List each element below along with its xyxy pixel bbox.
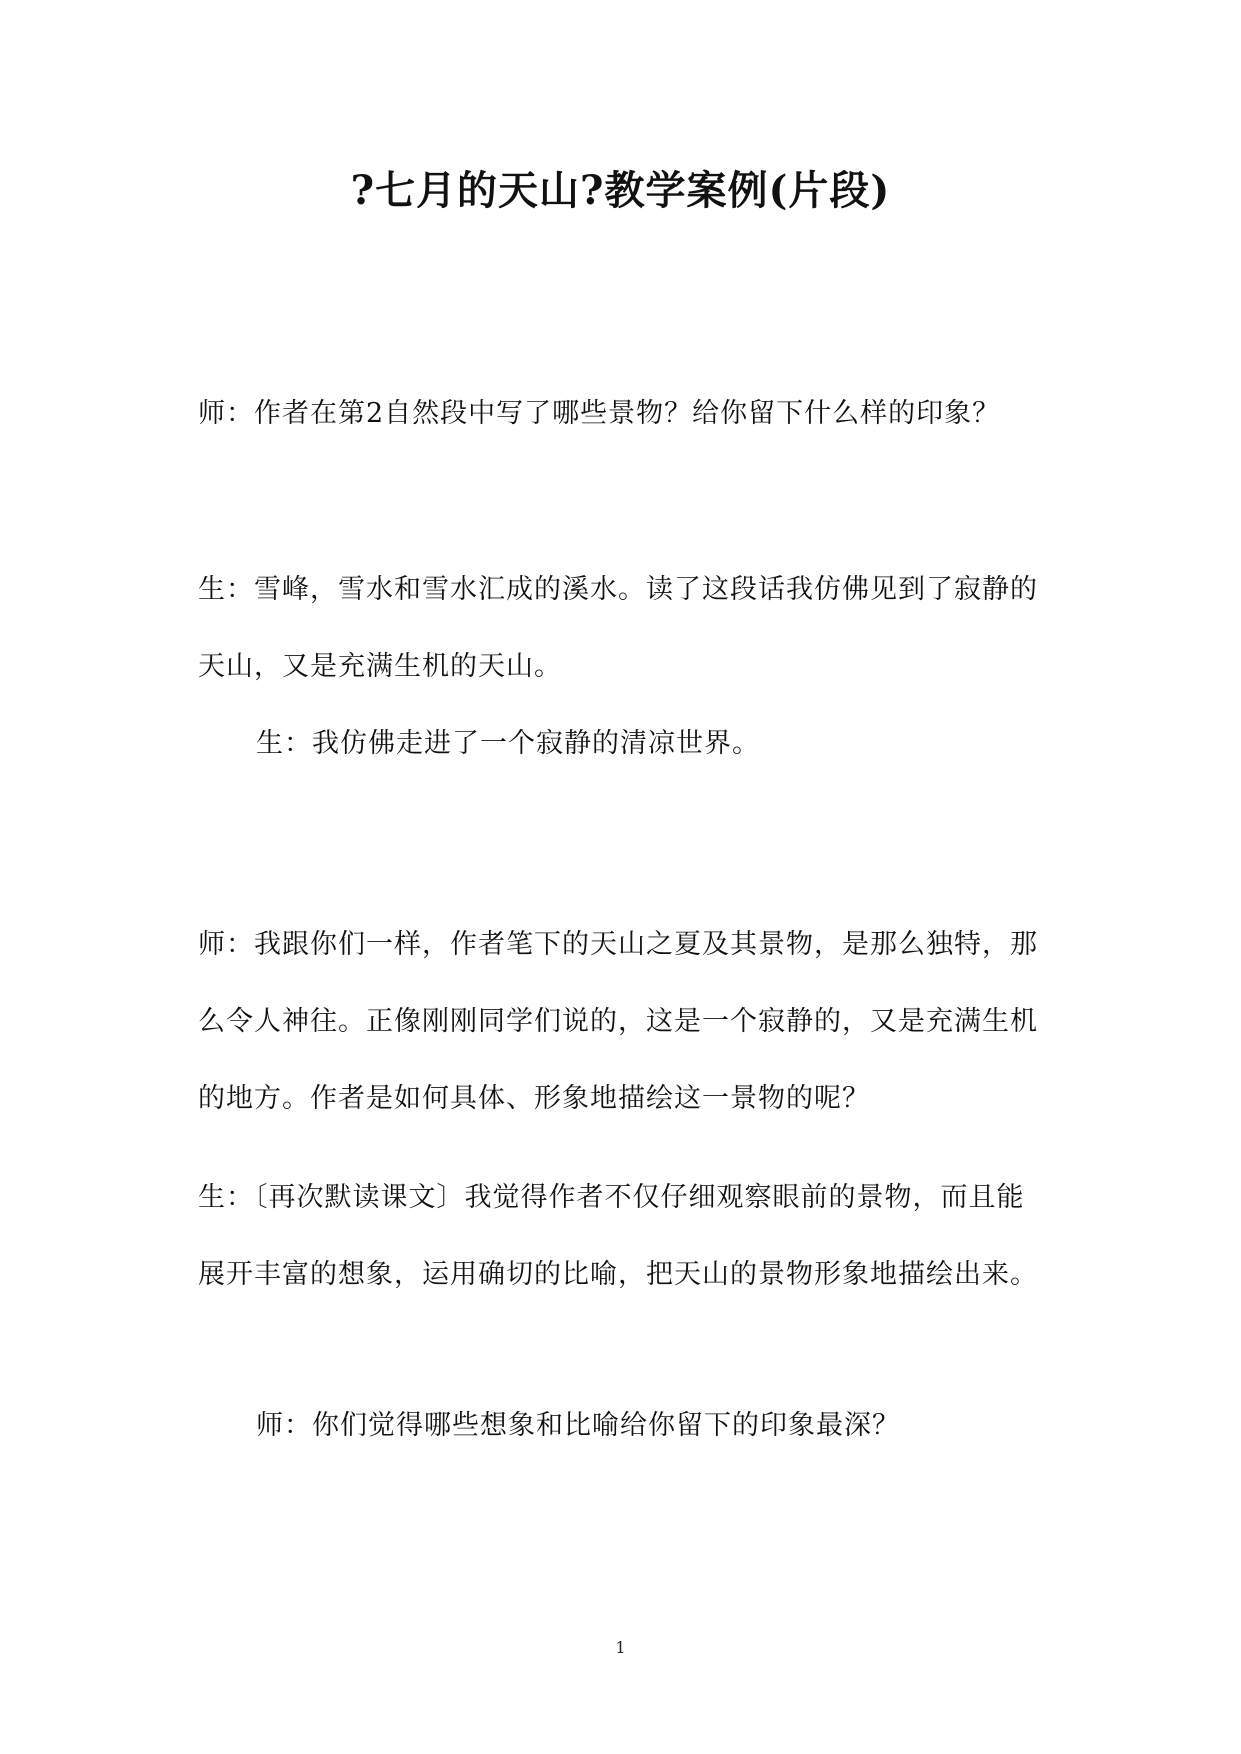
document-title: ?七月的天山?教学案例(片段) <box>350 167 891 214</box>
paragraph-student-answer-2: 生：我仿佛走进了一个寂静的清凉世界。 <box>256 728 760 759</box>
paragraph-teacher-question-1: 师：作者在第2自然段中写了哪些景物？给你留下什么样的印象？ <box>198 398 1001 429</box>
paragraph-teacher-question-2: 师：我跟你们一样，作者笔下的天山之夏及其景物，是那么独特，那么令人神往。正像刚刚同学们说的，这是一个寂静的，又是充满生机的地方。作者是如何具体、形象地描绘这一景物的呢？ <box>198 929 1038 1114</box>
paragraph-student-answer-3: 生：〔再次默读课文〕我觉得作者不仅仔细观察眼前的景物，而且能展开丰富的想象，运用确切的比喻，把天山的景物形象地描绘出来。 <box>198 1182 1038 1290</box>
paragraph-student-answer-1: 生：雪峰，雪水和雪水汇成的溪水。读了这段话我仿佛见到了寂静的天山，又是充满生机的天山。 <box>198 574 1038 682</box>
page-number: 1 <box>615 1638 626 1657</box>
paragraph-teacher-question-3: 师：你们觉得哪些想象和比喻给你留下的印象最深？ <box>256 1410 900 1441</box>
